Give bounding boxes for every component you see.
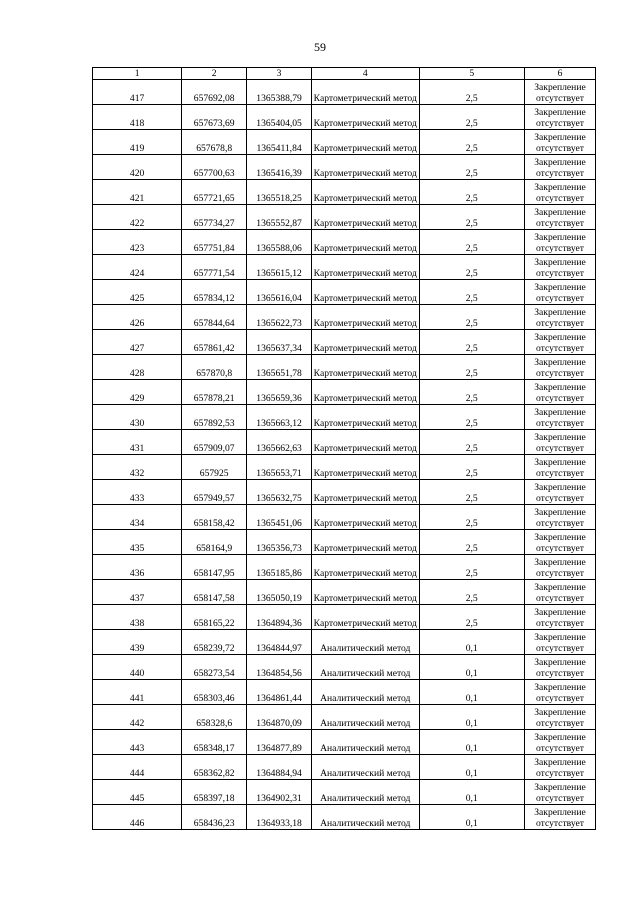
y-coordinate-cell: 1365616,04 xyxy=(247,280,312,305)
y-coordinate-cell: 1365356,73 xyxy=(247,530,312,555)
point-number-cell: 442 xyxy=(93,705,182,730)
x-coordinate-cell: 657925 xyxy=(182,455,247,480)
table-row xyxy=(93,605,596,630)
x-coordinate-cell: 658164,9 xyxy=(182,530,247,555)
y-coordinate-cell: 1365662,63 xyxy=(247,430,312,455)
x-coordinate-cell: 657734,27 xyxy=(182,205,247,230)
y-coordinate-cell: 1365050,19 xyxy=(247,580,312,605)
table-row xyxy=(93,380,596,405)
fixing-description-cell: Закрепление отсутствует xyxy=(524,180,595,205)
method-cell: Аналитический метод xyxy=(312,755,419,780)
method-cell: Аналитический метод xyxy=(312,705,419,730)
x-coordinate-cell: 658165,22 xyxy=(182,605,247,630)
fixing-description-cell: Закрепление отсутствует xyxy=(524,105,595,130)
coordinates-table xyxy=(92,67,596,830)
accuracy-cell: 2,5 xyxy=(419,155,524,180)
y-coordinate-cell: 1365518,25 xyxy=(247,180,312,205)
fixing-description-cell: Закрепление отсутствует xyxy=(524,230,595,255)
point-number-cell: 441 xyxy=(93,680,182,705)
accuracy-cell: 0,1 xyxy=(419,780,524,805)
fixing-description-cell: Закрепление отсутствует xyxy=(524,780,595,805)
accuracy-cell: 2,5 xyxy=(419,455,524,480)
y-coordinate-cell: 1365622,73 xyxy=(247,305,312,330)
fixing-description-cell: Закрепление отсутствует xyxy=(524,680,595,705)
y-coordinate-cell: 1365411,84 xyxy=(247,130,312,155)
table-row xyxy=(93,580,596,605)
y-coordinate-cell: 1364844,97 xyxy=(247,630,312,655)
accuracy-cell: 2,5 xyxy=(419,280,524,305)
y-coordinate-cell: 1364933,18 xyxy=(247,805,312,830)
method-cell: Аналитический метод xyxy=(312,730,419,755)
point-number-cell: 422 xyxy=(93,205,182,230)
method-cell: Картометрический метод xyxy=(312,555,419,580)
y-coordinate-cell: 1364854,56 xyxy=(247,655,312,680)
column-header-5: 5 xyxy=(419,68,524,80)
x-coordinate-cell: 658362,82 xyxy=(182,755,247,780)
fixing-description-cell: Закрепление отсутствует xyxy=(524,455,595,480)
point-number-cell: 434 xyxy=(93,505,182,530)
y-coordinate-cell: 1365663,12 xyxy=(247,405,312,430)
table-row xyxy=(93,755,596,780)
accuracy-cell: 0,1 xyxy=(419,630,524,655)
x-coordinate-cell: 658303,46 xyxy=(182,680,247,705)
table-row xyxy=(93,305,596,330)
point-number-cell: 438 xyxy=(93,605,182,630)
accuracy-cell: 2,5 xyxy=(419,480,524,505)
x-coordinate-cell: 657721,65 xyxy=(182,180,247,205)
fixing-description-cell: Закрепление отсутствует xyxy=(524,505,595,530)
fixing-description-cell: Закрепление отсутствует xyxy=(524,755,595,780)
method-cell: Картометрический метод xyxy=(312,355,419,380)
point-number-cell: 419 xyxy=(93,130,182,155)
accuracy-cell: 2,5 xyxy=(419,330,524,355)
fixing-description-cell: Закрепление отсутствует xyxy=(524,605,595,630)
method-cell: Картометрический метод xyxy=(312,205,419,230)
x-coordinate-cell: 657909,07 xyxy=(182,430,247,455)
y-coordinate-cell: 1365416,39 xyxy=(247,155,312,180)
y-coordinate-cell: 1364894,36 xyxy=(247,605,312,630)
x-coordinate-cell: 657673,69 xyxy=(182,105,247,130)
accuracy-cell: 0,1 xyxy=(419,755,524,780)
x-coordinate-cell: 657700,63 xyxy=(182,155,247,180)
point-number-cell: 433 xyxy=(93,480,182,505)
fixing-description-cell: Закрепление отсутствует xyxy=(524,530,595,555)
point-number-cell: 443 xyxy=(93,730,182,755)
x-coordinate-cell: 657834,12 xyxy=(182,280,247,305)
point-number-cell: 439 xyxy=(93,630,182,655)
header-row xyxy=(93,68,596,80)
point-number-cell: 421 xyxy=(93,180,182,205)
fixing-description-cell: Закрепление отсутствует xyxy=(524,80,595,105)
point-number-cell: 423 xyxy=(93,230,182,255)
column-header-1: 1 xyxy=(93,68,182,80)
x-coordinate-cell: 657861,42 xyxy=(182,330,247,355)
y-coordinate-cell: 1365388,79 xyxy=(247,80,312,105)
accuracy-cell: 2,5 xyxy=(419,580,524,605)
table-row xyxy=(93,80,596,105)
point-number-cell: 420 xyxy=(93,155,182,180)
page-number: 59 xyxy=(314,40,326,54)
column-header-4: 4 xyxy=(312,68,419,80)
accuracy-cell: 2,5 xyxy=(419,305,524,330)
accuracy-cell: 2,5 xyxy=(419,380,524,405)
x-coordinate-cell: 658239,72 xyxy=(182,630,247,655)
y-coordinate-cell: 1365404,05 xyxy=(247,105,312,130)
fixing-description-cell: Закрепление отсутствует xyxy=(524,730,595,755)
point-number-cell: 432 xyxy=(93,455,182,480)
x-coordinate-cell: 657949,57 xyxy=(182,480,247,505)
method-cell: Картометрический метод xyxy=(312,580,419,605)
table-row xyxy=(93,480,596,505)
table-row xyxy=(93,705,596,730)
x-coordinate-cell: 658273,54 xyxy=(182,655,247,680)
point-number-cell: 424 xyxy=(93,255,182,280)
method-cell: Картометрический метод xyxy=(312,80,419,105)
method-cell: Аналитический метод xyxy=(312,680,419,705)
x-coordinate-cell: 658147,58 xyxy=(182,580,247,605)
accuracy-cell: 2,5 xyxy=(419,105,524,130)
x-coordinate-cell: 657678,8 xyxy=(182,130,247,155)
x-coordinate-cell: 658397,18 xyxy=(182,780,247,805)
accuracy-cell: 2,5 xyxy=(419,180,524,205)
point-number-cell: 445 xyxy=(93,780,182,805)
method-cell: Картометрический метод xyxy=(312,230,419,255)
x-coordinate-cell: 657771,54 xyxy=(182,255,247,280)
method-cell: Аналитический метод xyxy=(312,805,419,830)
method-cell: Картометрический метод xyxy=(312,330,419,355)
column-header-6: 6 xyxy=(524,68,595,80)
x-coordinate-cell: 658348,17 xyxy=(182,730,247,755)
table-row xyxy=(93,630,596,655)
method-cell: Картометрический метод xyxy=(312,130,419,155)
table-row xyxy=(93,105,596,130)
table-row xyxy=(93,130,596,155)
accuracy-cell: 2,5 xyxy=(419,205,524,230)
accuracy-cell: 2,5 xyxy=(419,555,524,580)
x-coordinate-cell: 658436,23 xyxy=(182,805,247,830)
y-coordinate-cell: 1365632,75 xyxy=(247,480,312,505)
fixing-description-cell: Закрепление отсутствует xyxy=(524,305,595,330)
accuracy-cell: 2,5 xyxy=(419,405,524,430)
y-coordinate-cell: 1364861,44 xyxy=(247,680,312,705)
point-number-cell: 425 xyxy=(93,280,182,305)
accuracy-cell: 0,1 xyxy=(419,805,524,830)
point-number-cell: 435 xyxy=(93,530,182,555)
method-cell: Картометрический метод xyxy=(312,455,419,480)
method-cell: Аналитический метод xyxy=(312,655,419,680)
x-coordinate-cell: 658147,95 xyxy=(182,555,247,580)
accuracy-cell: 0,1 xyxy=(419,730,524,755)
accuracy-cell: 0,1 xyxy=(419,705,524,730)
table-row xyxy=(93,530,596,555)
fixing-description-cell: Закрепление отсутствует xyxy=(524,555,595,580)
method-cell: Аналитический метод xyxy=(312,780,419,805)
fixing-description-cell: Закрепление отсутствует xyxy=(524,205,595,230)
fixing-description-cell: Закрепление отсутствует xyxy=(524,655,595,680)
x-coordinate-cell: 657844,64 xyxy=(182,305,247,330)
fixing-description-cell: Закрепление отсутствует xyxy=(524,430,595,455)
fixing-description-cell: Закрепление отсутствует xyxy=(524,705,595,730)
x-coordinate-cell: 657878,21 xyxy=(182,380,247,405)
table-row xyxy=(93,430,596,455)
y-coordinate-cell: 1364870,09 xyxy=(247,705,312,730)
table-row xyxy=(93,505,596,530)
y-coordinate-cell: 1364902,31 xyxy=(247,780,312,805)
method-cell: Картометрический метод xyxy=(312,505,419,530)
fixing-description-cell: Закрепление отсутствует xyxy=(524,255,595,280)
table-row xyxy=(93,655,596,680)
method-cell: Картометрический метод xyxy=(312,180,419,205)
table-row xyxy=(93,555,596,580)
table-body xyxy=(93,80,596,830)
table-row xyxy=(93,155,596,180)
x-coordinate-cell: 657892,53 xyxy=(182,405,247,430)
accuracy-cell: 2,5 xyxy=(419,355,524,380)
table-row xyxy=(93,230,596,255)
point-number-cell: 444 xyxy=(93,755,182,780)
accuracy-cell: 2,5 xyxy=(419,430,524,455)
table-row xyxy=(93,255,596,280)
fixing-description-cell: Закрепление отсутствует xyxy=(524,480,595,505)
method-cell: Картометрический метод xyxy=(312,380,419,405)
point-number-cell: 431 xyxy=(93,430,182,455)
y-coordinate-cell: 1364877,89 xyxy=(247,730,312,755)
point-number-cell: 429 xyxy=(93,380,182,405)
accuracy-cell: 0,1 xyxy=(419,655,524,680)
y-coordinate-cell: 1365659,36 xyxy=(247,380,312,405)
accuracy-cell: 2,5 xyxy=(419,530,524,555)
fixing-description-cell: Закрепление отсутствует xyxy=(524,280,595,305)
fixing-description-cell: Закрепление отсутствует xyxy=(524,580,595,605)
fixing-description-cell: Закрепление отсутствует xyxy=(524,380,595,405)
y-coordinate-cell: 1365637,34 xyxy=(247,330,312,355)
method-cell: Картометрический метод xyxy=(312,605,419,630)
accuracy-cell: 2,5 xyxy=(419,255,524,280)
table-row xyxy=(93,730,596,755)
point-number-cell: 426 xyxy=(93,305,182,330)
y-coordinate-cell: 1365588,06 xyxy=(247,230,312,255)
y-coordinate-cell: 1364884,94 xyxy=(247,755,312,780)
method-cell: Картометрический метод xyxy=(312,105,419,130)
x-coordinate-cell: 658158,42 xyxy=(182,505,247,530)
y-coordinate-cell: 1365653,71 xyxy=(247,455,312,480)
table-row xyxy=(93,205,596,230)
point-number-cell: 418 xyxy=(93,105,182,130)
table-row xyxy=(93,355,596,380)
fixing-description-cell: Закрепление отсутствует xyxy=(524,805,595,830)
fixing-description-cell: Закрепление отсутствует xyxy=(524,630,595,655)
point-number-cell: 417 xyxy=(93,80,182,105)
method-cell: Картометрический метод xyxy=(312,480,419,505)
y-coordinate-cell: 1365552,87 xyxy=(247,205,312,230)
point-number-cell: 427 xyxy=(93,330,182,355)
point-number-cell: 437 xyxy=(93,580,182,605)
table-row xyxy=(93,280,596,305)
fixing-description-cell: Закрепление отсутствует xyxy=(524,330,595,355)
column-header-2: 2 xyxy=(182,68,247,80)
table-row xyxy=(93,405,596,430)
method-cell: Аналитический метод xyxy=(312,630,419,655)
y-coordinate-cell: 1365451,06 xyxy=(247,505,312,530)
column-header-3: 3 xyxy=(247,68,312,80)
method-cell: Картометрический метод xyxy=(312,305,419,330)
fixing-description-cell: Закрепление отсутствует xyxy=(524,130,595,155)
method-cell: Картометрический метод xyxy=(312,155,419,180)
y-coordinate-cell: 1365651,78 xyxy=(247,355,312,380)
point-number-cell: 430 xyxy=(93,405,182,430)
point-number-cell: 446 xyxy=(93,805,182,830)
accuracy-cell: 2,5 xyxy=(419,505,524,530)
point-number-cell: 440 xyxy=(93,655,182,680)
table-row xyxy=(93,455,596,480)
x-coordinate-cell: 657692,08 xyxy=(182,80,247,105)
method-cell: Картометрический метод xyxy=(312,280,419,305)
accuracy-cell: 2,5 xyxy=(419,80,524,105)
fixing-description-cell: Закрепление отсутствует xyxy=(524,155,595,180)
y-coordinate-cell: 1365185,86 xyxy=(247,555,312,580)
accuracy-cell: 2,5 xyxy=(419,605,524,630)
accuracy-cell: 2,5 xyxy=(419,230,524,255)
table-row xyxy=(93,180,596,205)
table-row xyxy=(93,330,596,355)
x-coordinate-cell: 657870,8 xyxy=(182,355,247,380)
x-coordinate-cell: 658328,6 xyxy=(182,705,247,730)
table-row xyxy=(93,805,596,830)
method-cell: Картометрический метод xyxy=(312,430,419,455)
y-coordinate-cell: 1365615,12 xyxy=(247,255,312,280)
x-coordinate-cell: 657751,84 xyxy=(182,230,247,255)
point-number-cell: 436 xyxy=(93,555,182,580)
accuracy-cell: 2,5 xyxy=(419,130,524,155)
point-number-cell: 428 xyxy=(93,355,182,380)
fixing-description-cell: Закрепление отсутствует xyxy=(524,355,595,380)
method-cell: Картометрический метод xyxy=(312,255,419,280)
table-row xyxy=(93,680,596,705)
method-cell: Картометрический метод xyxy=(312,530,419,555)
table-row xyxy=(93,780,596,805)
method-cell: Картометрический метод xyxy=(312,405,419,430)
accuracy-cell: 0,1 xyxy=(419,680,524,705)
fixing-description-cell: Закрепление отсутствует xyxy=(524,405,595,430)
